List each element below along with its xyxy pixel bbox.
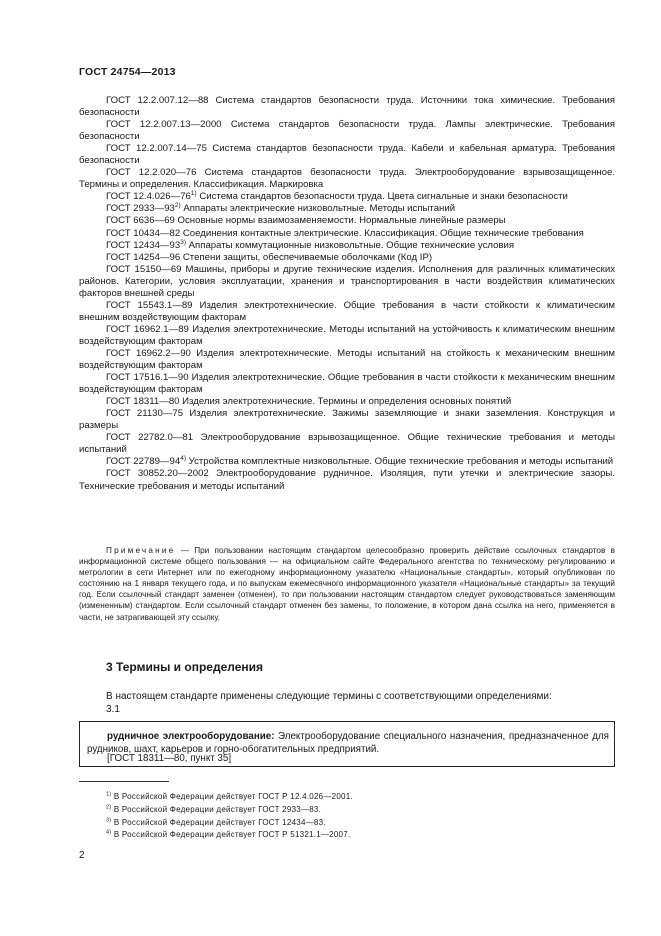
reference-item bbox=[79, 264, 615, 300]
footnote-divider bbox=[79, 781, 169, 782]
reference-item bbox=[79, 167, 615, 191]
reference-code: ГОСТ 22782.0—81 bbox=[106, 432, 194, 444]
term-definition-box bbox=[79, 721, 615, 767]
reference-title: Изделия электротехнические. Методы испытаний на стойкость к механическим внешним воздействующим факторам bbox=[79, 347, 615, 372]
reference-item bbox=[79, 143, 615, 167]
reference-title: Аппараты электрические низковольтные. Методы испытаний bbox=[183, 203, 456, 215]
document-header: ГОСТ 24754—2013 bbox=[79, 66, 176, 78]
reference-code: ГОСТ 18311—80 bbox=[106, 396, 180, 408]
term-name: рудничное электрооборудование: bbox=[107, 731, 275, 742]
reference-item bbox=[79, 228, 615, 240]
reference-code: ГОСТ 12.2.020—76 bbox=[106, 167, 197, 179]
footnote-marker: 3) bbox=[180, 238, 186, 246]
reference-title: Изделия электротехнические. Общие требования в части стойкости к климатическим внешним воздействующим факторам bbox=[79, 299, 615, 323]
footnote-mark: 3) bbox=[106, 816, 112, 823]
reference-code: ГОСТ 15150—69 bbox=[106, 263, 182, 275]
reference-item bbox=[79, 240, 615, 252]
reference-code: ГОСТ 12.2.007.13—2000 bbox=[106, 119, 222, 131]
reference-title: Электрооборудование взрывозащищенное. Общие технические требования и методы испытаний bbox=[79, 432, 615, 456]
reference-item bbox=[79, 191, 615, 203]
note-paragraph bbox=[79, 545, 615, 623]
term-source: [ГОСТ 18311—80, пункт 35] bbox=[107, 753, 232, 764]
reference-item bbox=[79, 408, 615, 432]
reference-title: Основные нормы взаимозаменяемости. Нормальные линейные размеры bbox=[177, 215, 506, 227]
reference-title: Изделия электротехнические. Зажимы заземляющие и знаки заземления. Конструкция и размеры bbox=[79, 408, 615, 432]
reference-title: Машины, приборы и другие технические изделия. Исполнения для различных климатических районов. Категории, условия эксплуатации, хранения и транспортирования в части воздействия климатических факторов внешней среды bbox=[79, 263, 615, 299]
term-description: Электрооборудование специального назначения, предназначенное для рудников, шахт, карьеров и горно-обогатительных предприятий. bbox=[87, 731, 609, 755]
reference-item bbox=[79, 215, 615, 227]
reference-code: ГОСТ 21130—75 bbox=[106, 408, 184, 420]
reference-title: Изделия электротехнические. Общие требования в части стойкости к механическим внешним воздействующим факторам bbox=[79, 372, 615, 396]
reference-item bbox=[79, 95, 615, 119]
footnote bbox=[106, 817, 353, 830]
footnote-text: В Российской Федерации действует ГОСТ Р 51321.1—2007. bbox=[113, 830, 351, 840]
reference-code: ГОСТ 16962.1—89 bbox=[106, 323, 189, 335]
footnotes bbox=[106, 791, 353, 842]
clause-number: 3.1 bbox=[106, 704, 120, 715]
page-number: 2 bbox=[79, 850, 85, 861]
footnote-text: В Российской Федерации действует ГОСТ Р 12.4.026—2001. bbox=[113, 792, 353, 801]
reference-code: ГОСТ 6636—69 bbox=[106, 215, 175, 227]
section-heading: 3 Термины и определения bbox=[106, 660, 264, 674]
reference-code: ГОСТ 2933—93 bbox=[106, 203, 175, 215]
reference-item bbox=[79, 348, 615, 372]
reference-title: Система стандартов безопасности труда. Кабели и кабельная арматура. Требования безопасности bbox=[79, 143, 615, 167]
footnote-marker: 2) bbox=[174, 202, 181, 210]
reference-item bbox=[79, 300, 615, 324]
footnote bbox=[106, 804, 353, 817]
reference-title: Система стандартов безопасности труда. Источники тока химические. Требования безопасности bbox=[79, 95, 616, 119]
footnote-mark: 4) bbox=[106, 829, 112, 836]
reference-title: Изделия электротехнические. Методы испытаний на устойчивость к климатическим внешним воздействующим факторам bbox=[79, 323, 616, 347]
reference-code: ГОСТ 16962.2—90 bbox=[106, 347, 191, 359]
reference-code: ГОСТ 30852.20—2002 bbox=[106, 468, 209, 480]
footnote bbox=[106, 791, 353, 804]
reference-code: ГОСТ 14254—96 bbox=[106, 251, 181, 263]
reference-item bbox=[79, 324, 615, 348]
reference-code: ГОСТ 15543.1—89 bbox=[106, 299, 193, 311]
reference-item bbox=[79, 456, 615, 468]
reference-code: ГОСТ 22789—94 bbox=[106, 456, 181, 468]
footnote-mark: 1) bbox=[106, 791, 112, 798]
reference-title: Изделия электротехнические. Термины и определения основных понятий bbox=[182, 396, 512, 408]
reference-title: Соединения контактные электрические. Классификация. Общие технические требования bbox=[182, 227, 584, 239]
normative-references-list bbox=[79, 95, 615, 493]
reference-title: Система стандартов безопасности труда. Электрооборудование взрывозащищенное. Термины и определения. Классификация. Маркировка bbox=[79, 167, 615, 191]
reference-code: ГОСТ 12.2.007.12—88 bbox=[106, 95, 209, 106]
reference-code: ГОСТ 12434—93 bbox=[106, 239, 181, 251]
reference-code: ГОСТ 12.2.007.14—75 bbox=[106, 143, 207, 155]
reference-code: ГОСТ 12.4.026—76 bbox=[106, 191, 191, 203]
reference-item bbox=[79, 203, 615, 215]
footnote-text: В Российской Федерации действует ГОСТ 2933—83. bbox=[113, 804, 322, 814]
reference-title: Устройства комплектные низковольтные. Общие технические требования и методы испытаний bbox=[188, 456, 614, 468]
reference-title: Степени защиты, обеспечиваемые оболочками (Код IP) bbox=[182, 251, 433, 263]
footnote-text: В Российской Федерации действует ГОСТ 12434—83. bbox=[113, 817, 326, 827]
reference-title: Электрооборудование рудничное. Изоляция, пути утечки и электрические зазоры. Технические требования и методы испытаний bbox=[79, 468, 615, 492]
reference-item bbox=[79, 432, 615, 456]
footnote-marker: 4) bbox=[180, 455, 186, 463]
reference-code: ГОСТ 10434—82 bbox=[106, 227, 181, 239]
reference-item bbox=[79, 119, 615, 143]
reference-title: Система стандартов безопасности труда. Лампы электрические. Требования безопасности bbox=[79, 119, 616, 143]
reference-item bbox=[79, 468, 615, 492]
reference-item bbox=[79, 372, 615, 396]
reference-title: Аппараты коммутационные низковольтные. Общие технические условия bbox=[188, 239, 515, 251]
reference-title: Система стандартов безопасности труда. Цвета сигнальные и знаки безопасности bbox=[199, 191, 568, 203]
note-text: — При пользовании настоящим стандартом целесообразно проверить действие ссылочных стандартов в информационной системе общего пользования — на официальном сайте Федерального агентства по техническому регулированию и метрологии в сети Интернет или по ежегодному информационному указателю «Национальные стандарты», который опубликован по состоянию на 1 января текущего года, и по выпускам ежемесячного информационного указателя «Национальные стандарты» за текущий год. Если ссылочный стандарт заменен (отменен), то при пользовании настоящим стандартом следует руководствоваться заменяющим (измененным) стандартом. Если ссылочный стандарт отменен без замены, то положение, в котором дана ссылка на него, применяется в части, не затрагивающей эту ссылку. bbox=[79, 546, 615, 622]
reference-item bbox=[79, 252, 615, 264]
reference-code: ГОСТ 17516.1—90 bbox=[106, 372, 189, 384]
footnote bbox=[106, 829, 353, 842]
section-intro: В настоящем стандарте применены следующие термины с соответствующими определениями: bbox=[106, 691, 552, 702]
note-label: Примечание bbox=[106, 546, 176, 555]
reference-item bbox=[79, 396, 615, 408]
footnote-mark: 2) bbox=[106, 804, 112, 811]
footnote-marker: 1) bbox=[190, 190, 197, 198]
